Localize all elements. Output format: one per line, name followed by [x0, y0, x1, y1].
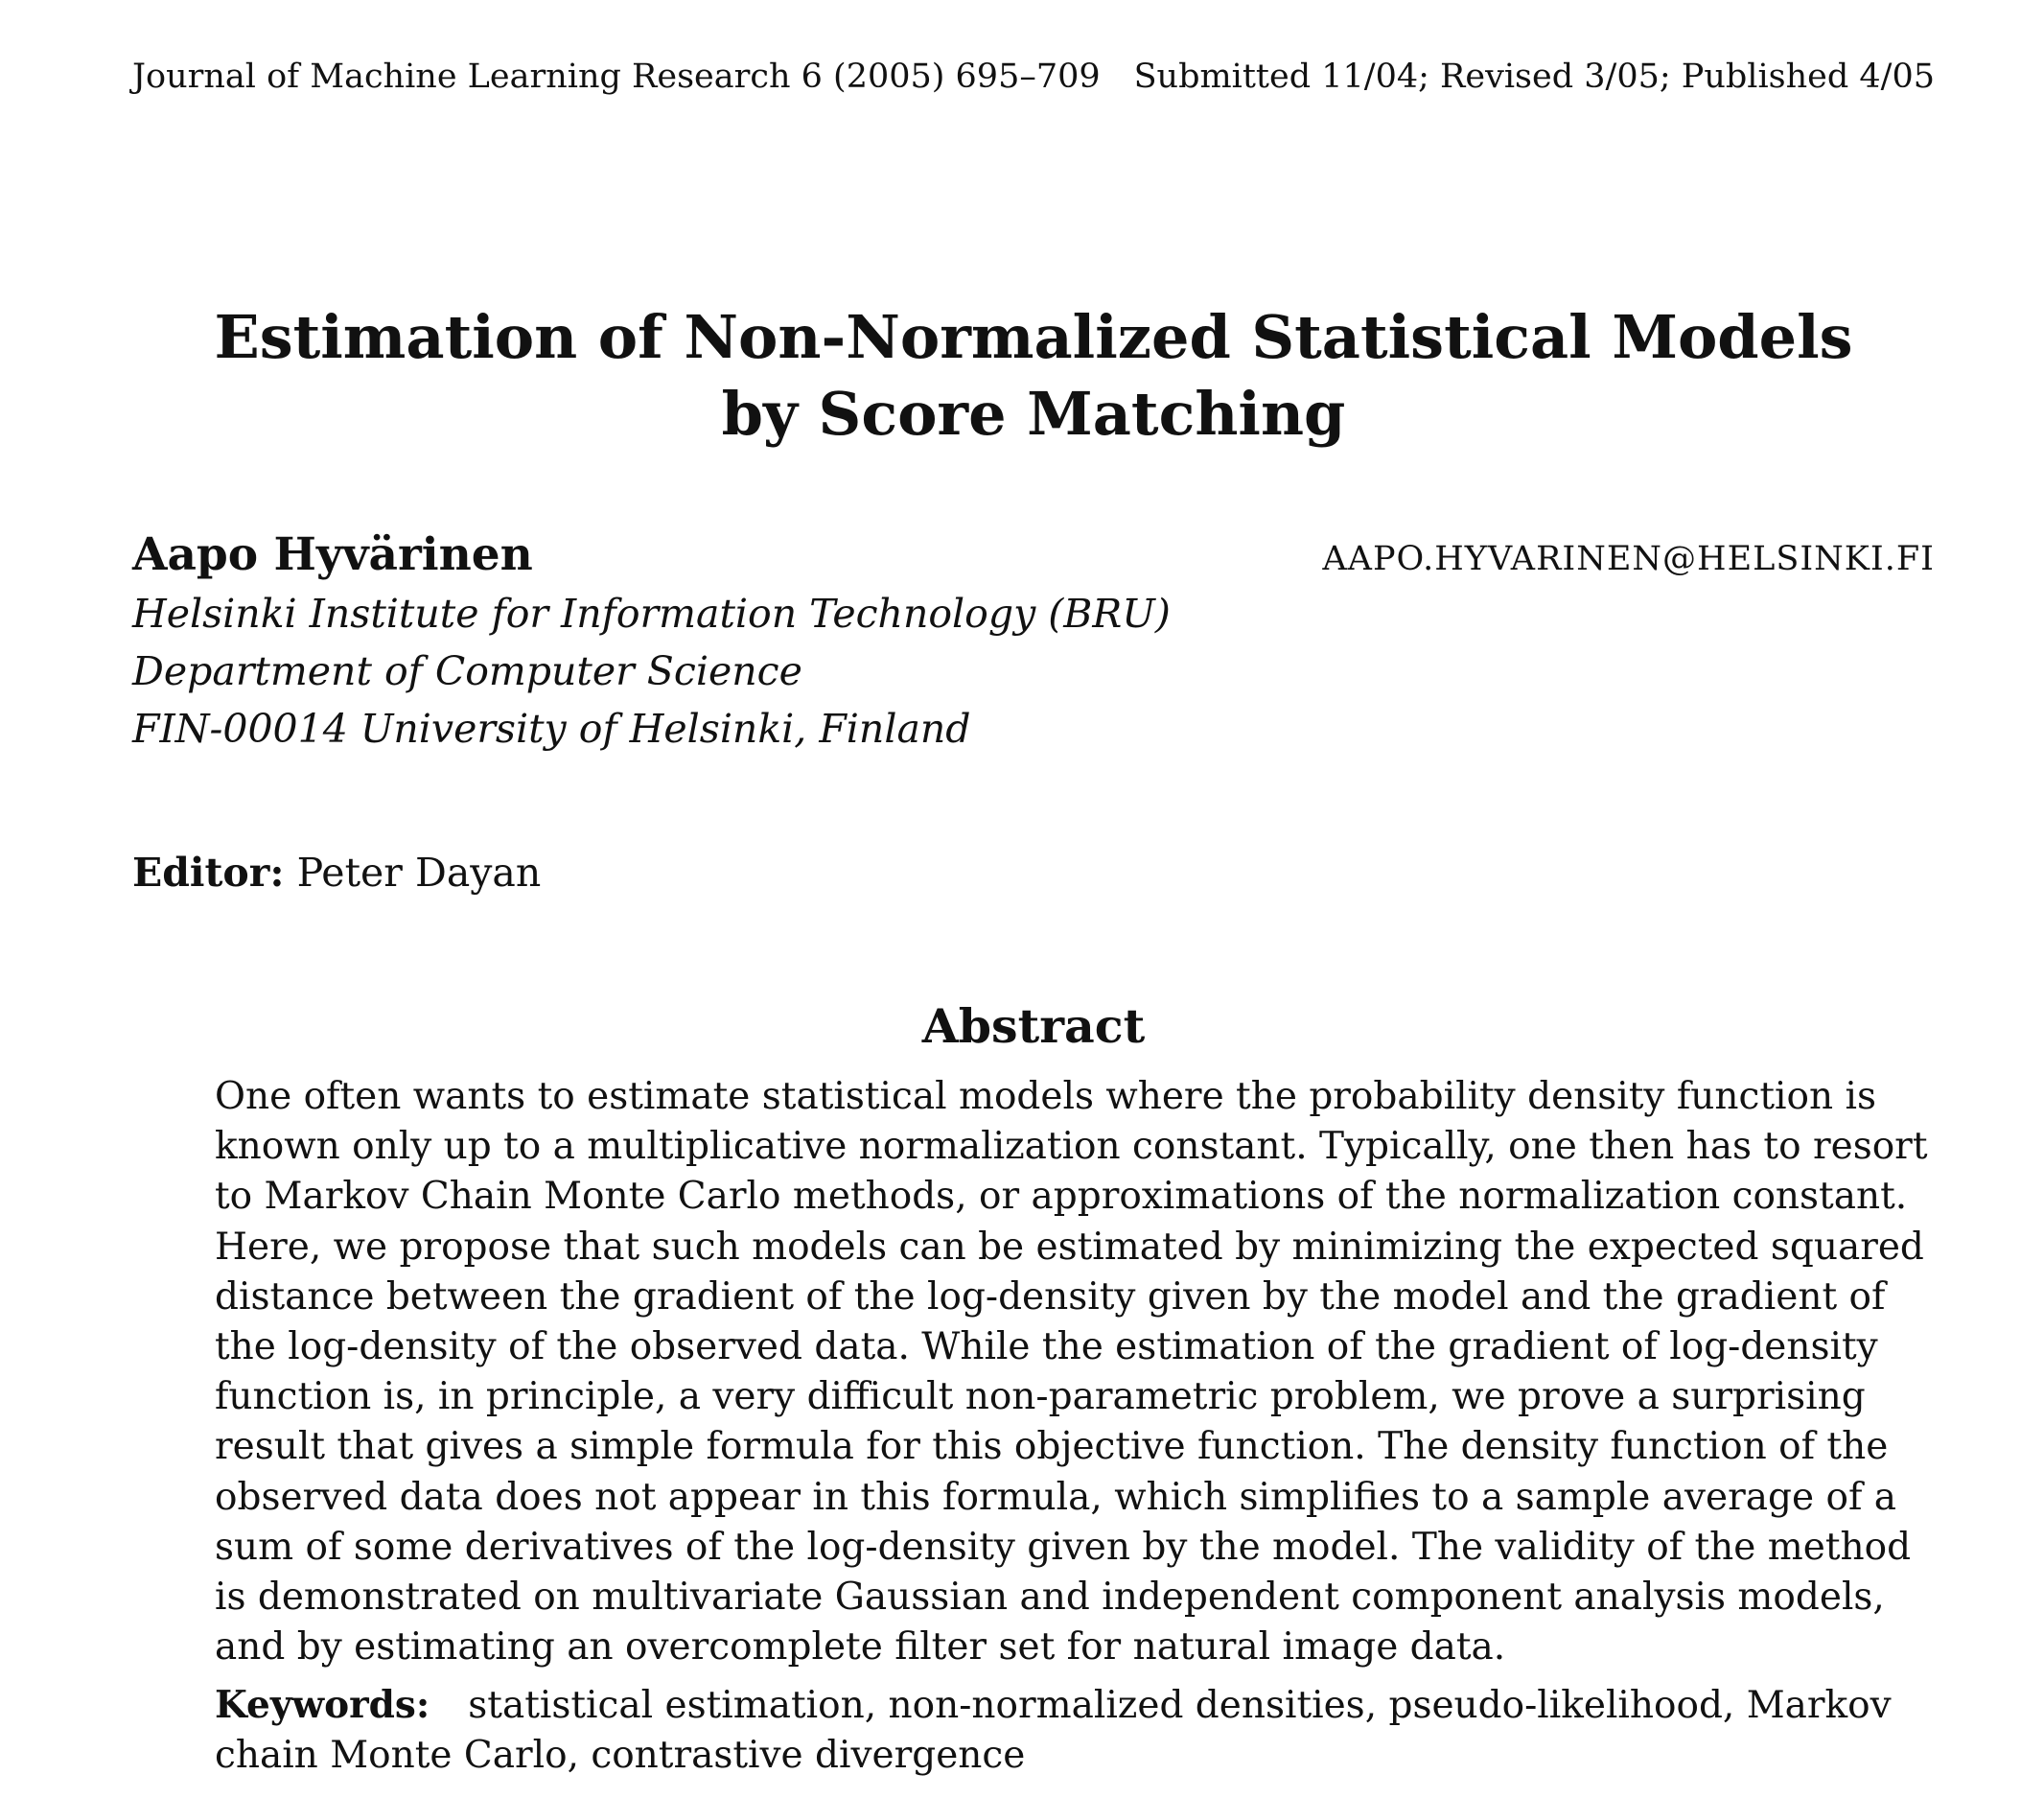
abstract-line: to Markov Chain Monte Carlo methods, or approximations of the normalization constant. [215, 1175, 1908, 1219]
abstract-heading: Abstract [921, 998, 1146, 1054]
paper-title-line-2: by Score Matching [721, 379, 1346, 449]
author-block [132, 525, 1935, 758]
affiliation-line: FIN-00014 University of Helsinki, Finland [132, 706, 971, 752]
abstract-line: One often wants to estimate statistical models where the probability density function is [215, 1075, 1877, 1118]
keywords-text-1: statistical estimation, non-normalized densities, pseudo-likelihood, Markov [468, 1684, 1892, 1727]
running-head [132, 56, 1935, 98]
paper-title [132, 299, 1935, 453]
editor-label: Editor: [132, 850, 285, 896]
abstract-line: and by estimating an overcomplete filter set for natural image data. [215, 1625, 1506, 1670]
abstract-line: is demonstrated on multivariate Gaussian and independent component analysis models, [215, 1576, 1885, 1620]
editor-line [132, 846, 541, 899]
author-row [132, 525, 1935, 585]
author-email: AAPO.HYVARINEN@HELSINKI.FI [1322, 540, 1935, 578]
submission-dates: Submitted 11/04; Revised 3/05; Published 4/05 [1133, 58, 1935, 96]
keywords-label: Keywords: [215, 1683, 430, 1727]
abstract-line: Here, we propose that such models can be estimated by minimizing the expected squared [215, 1225, 1924, 1269]
affiliation-line: Department of Computer Science [132, 648, 802, 694]
journal-citation: Journal of Machine Learning Research 6 (2005) 695–709 [132, 58, 1101, 96]
abstract-line: known only up to a multiplicative normalization constant. Typically, one then has to resort [215, 1125, 1928, 1169]
paper-title-line-1: Estimation of Non-Normalized Statistical Models [214, 302, 1853, 372]
abstract-body [215, 1072, 1928, 1672]
keywords-line-1 [215, 1680, 1892, 1731]
abstract-line: result that gives a simple formula for this objective function. The density function of the [215, 1425, 1889, 1469]
affiliation-line: Helsinki Institute for Information Technology (BRU) [132, 591, 1171, 637]
editor-name: Peter Dayan [296, 850, 542, 896]
keywords-line-2: chain Monte Carlo, contrastive divergence [215, 1734, 1026, 1777]
keywords-block [215, 1680, 1892, 1781]
author-name: Aapo Hyvärinen [132, 528, 533, 581]
abstract-line: distance between the gradient of the log-density given by the model and the gradient of [215, 1274, 1886, 1319]
abstract-line: sum of some derivatives of the log-density given by the model. The validity of the method [215, 1525, 1912, 1569]
abstract-line: the log-density of the observed data. While the estimation of the gradient of log-density [215, 1325, 1878, 1369]
abstract-line: function is, in principle, a very difficult non-parametric problem, we prove a surprising [215, 1375, 1866, 1419]
abstract-line: observed data does not appear in this formula, which simplifies to a sample average of a [215, 1475, 1897, 1519]
